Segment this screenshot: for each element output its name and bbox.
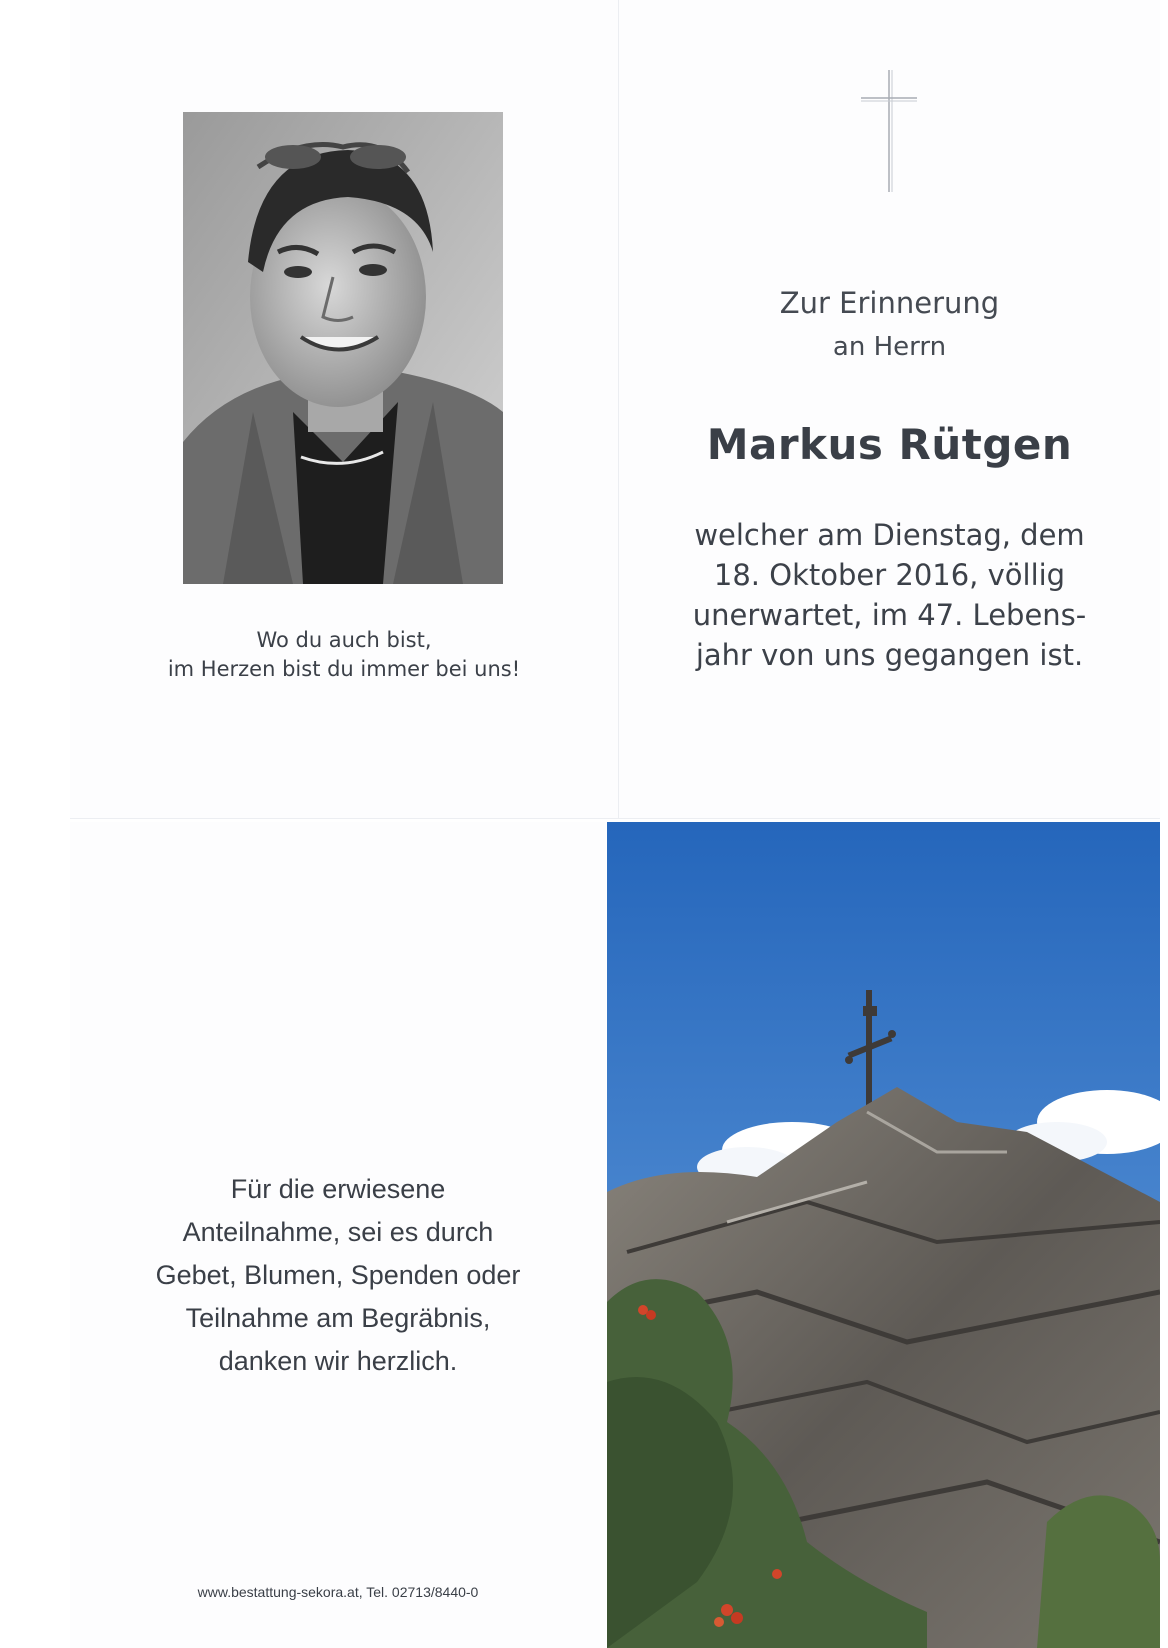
portrait-photo (183, 112, 503, 584)
undertaker-contact: www.bestattung-sekora.at, Tel. 02713/8440-0 (197, 1584, 479, 1600)
thanks-line-1: Für die erwiesene (230, 1174, 446, 1204)
thanks-line-3: Gebet, Blumen, Spenden oder (155, 1260, 521, 1290)
thanks-panel (70, 822, 606, 1648)
portrait-panel (70, 0, 619, 819)
motto-line-2: im Herzen bist du immer bei uns! (167, 657, 521, 681)
summit-photo (607, 822, 1160, 1648)
notice-line-4: jahr von uns gegangen ist. (695, 638, 1084, 672)
announcement-panel (619, 0, 1160, 819)
cross-icon (859, 68, 919, 194)
notice-line-1: welcher am Dienstag, dem (694, 518, 1085, 552)
motto-line-1: Wo du auch bist, (256, 628, 432, 652)
intro-line-2: an Herrn (832, 332, 947, 362)
thanks-line-5: danken wir herzlich. (218, 1346, 458, 1376)
thanks-text (70, 1168, 606, 1383)
intro-line-1: Zur Erinnerung (779, 286, 1000, 320)
thanks-line-2: Anteilnahme, sei es durch (182, 1217, 494, 1247)
death-notice-text (619, 515, 1160, 675)
deceased-name: Markus Rütgen (706, 420, 1073, 469)
notice-line-2: 18. Oktober 2016, völlig (713, 558, 1066, 592)
thanks-line-4: Teilnahme am Begräbnis, (185, 1303, 491, 1333)
notice-line-3: unerwartet, im 47. Lebens- (692, 598, 1087, 632)
